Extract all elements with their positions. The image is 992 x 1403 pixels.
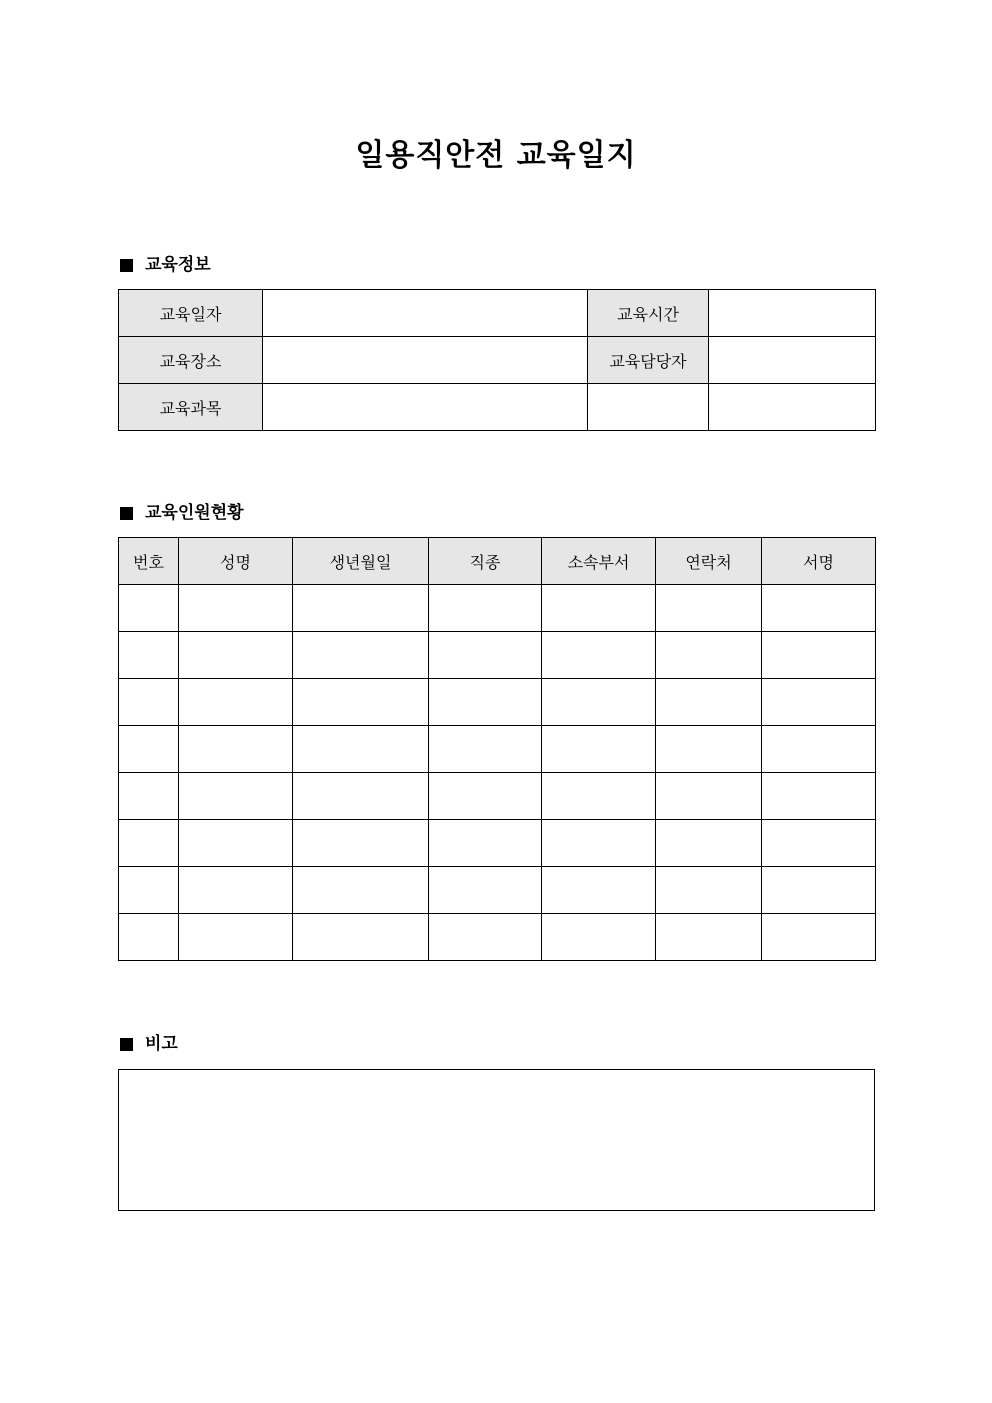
signature-cell[interactable] xyxy=(762,679,876,726)
contact-cell[interactable] xyxy=(656,679,762,726)
number-cell[interactable] xyxy=(119,726,179,773)
number-cell[interactable] xyxy=(119,914,179,961)
column-header-contact: 연락처 xyxy=(656,538,762,585)
subject-label: 교육과목 xyxy=(119,384,263,431)
birthdate-cell[interactable] xyxy=(293,632,429,679)
name-cell[interactable] xyxy=(179,726,293,773)
table-row xyxy=(119,632,876,679)
remarks-field[interactable] xyxy=(118,1069,875,1211)
signature-cell[interactable] xyxy=(762,867,876,914)
column-header-birthdate: 생년월일 xyxy=(293,538,429,585)
education-info-row xyxy=(119,384,876,431)
job-type-cell[interactable] xyxy=(429,585,542,632)
attendees-header-row xyxy=(119,538,876,585)
department-cell[interactable] xyxy=(542,914,656,961)
department-cell[interactable] xyxy=(542,773,656,820)
birthdate-cell[interactable] xyxy=(293,726,429,773)
job-type-cell[interactable] xyxy=(429,773,542,820)
attendees-heading-label: 교육인원현황 xyxy=(145,503,244,523)
remarks-heading xyxy=(120,1033,178,1055)
department-cell[interactable] xyxy=(542,820,656,867)
attendees-table xyxy=(118,537,876,961)
name-cell[interactable] xyxy=(179,679,293,726)
department-cell[interactable] xyxy=(542,585,656,632)
place-field[interactable] xyxy=(263,337,588,384)
education-info-heading-label: 교육정보 xyxy=(145,255,211,275)
number-cell[interactable] xyxy=(119,585,179,632)
manager-field[interactable] xyxy=(709,337,876,384)
table-row xyxy=(119,585,876,632)
education-info-row xyxy=(119,337,876,384)
name-cell[interactable] xyxy=(179,820,293,867)
signature-cell[interactable] xyxy=(762,726,876,773)
table-row xyxy=(119,867,876,914)
attendees-table-body xyxy=(119,585,876,961)
name-cell[interactable] xyxy=(179,773,293,820)
education-info-row xyxy=(119,290,876,337)
empty-cell[interactable] xyxy=(588,384,709,431)
signature-cell[interactable] xyxy=(762,632,876,679)
square-bullet-icon xyxy=(120,507,133,520)
birthdate-cell[interactable] xyxy=(293,820,429,867)
signature-cell[interactable] xyxy=(762,914,876,961)
table-row xyxy=(119,773,876,820)
time-label: 교육시간 xyxy=(588,290,709,337)
department-cell[interactable] xyxy=(542,867,656,914)
contact-cell[interactable] xyxy=(656,726,762,773)
name-cell[interactable] xyxy=(179,632,293,679)
job-type-cell[interactable] xyxy=(429,632,542,679)
table-row xyxy=(119,820,876,867)
birthdate-cell[interactable] xyxy=(293,867,429,914)
document-title: 일용직안전 교육일지 xyxy=(355,138,637,173)
number-cell[interactable] xyxy=(119,679,179,726)
number-cell[interactable] xyxy=(119,867,179,914)
column-header-signature: 서명 xyxy=(762,538,876,585)
table-row xyxy=(119,726,876,773)
name-cell[interactable] xyxy=(179,867,293,914)
empty-cell[interactable] xyxy=(709,384,876,431)
square-bullet-icon xyxy=(120,1038,133,1051)
department-cell[interactable] xyxy=(542,632,656,679)
name-cell[interactable] xyxy=(179,585,293,632)
job-type-cell[interactable] xyxy=(429,726,542,773)
education-info-table xyxy=(118,289,876,431)
birthdate-cell[interactable] xyxy=(293,679,429,726)
number-cell[interactable] xyxy=(119,820,179,867)
contact-cell[interactable] xyxy=(656,867,762,914)
column-header-job-type: 직종 xyxy=(429,538,542,585)
name-cell[interactable] xyxy=(179,914,293,961)
column-header-name: 성명 xyxy=(179,538,293,585)
birthdate-cell[interactable] xyxy=(293,585,429,632)
column-header-department: 소속부서 xyxy=(542,538,656,585)
contact-cell[interactable] xyxy=(656,820,762,867)
contact-cell[interactable] xyxy=(656,773,762,820)
department-cell[interactable] xyxy=(542,726,656,773)
table-row xyxy=(119,914,876,961)
birthdate-cell[interactable] xyxy=(293,773,429,820)
job-type-cell[interactable] xyxy=(429,914,542,961)
table-row xyxy=(119,679,876,726)
time-field[interactable] xyxy=(709,290,876,337)
place-label: 교육장소 xyxy=(119,337,263,384)
signature-cell[interactable] xyxy=(762,585,876,632)
date-field[interactable] xyxy=(263,290,588,337)
remarks-heading-label: 비고 xyxy=(145,1034,178,1054)
subject-field[interactable] xyxy=(263,384,588,431)
education-info-heading xyxy=(120,254,211,276)
square-bullet-icon xyxy=(120,259,133,272)
signature-cell[interactable] xyxy=(762,773,876,820)
date-label: 교육일자 xyxy=(119,290,263,337)
contact-cell[interactable] xyxy=(656,632,762,679)
column-header-number: 번호 xyxy=(119,538,179,585)
manager-label: 교육담당자 xyxy=(588,337,709,384)
job-type-cell[interactable] xyxy=(429,679,542,726)
contact-cell[interactable] xyxy=(656,914,762,961)
department-cell[interactable] xyxy=(542,679,656,726)
job-type-cell[interactable] xyxy=(429,867,542,914)
number-cell[interactable] xyxy=(119,632,179,679)
birthdate-cell[interactable] xyxy=(293,914,429,961)
number-cell[interactable] xyxy=(119,773,179,820)
contact-cell[interactable] xyxy=(656,585,762,632)
signature-cell[interactable] xyxy=(762,820,876,867)
attendees-heading xyxy=(120,502,244,524)
job-type-cell[interactable] xyxy=(429,820,542,867)
